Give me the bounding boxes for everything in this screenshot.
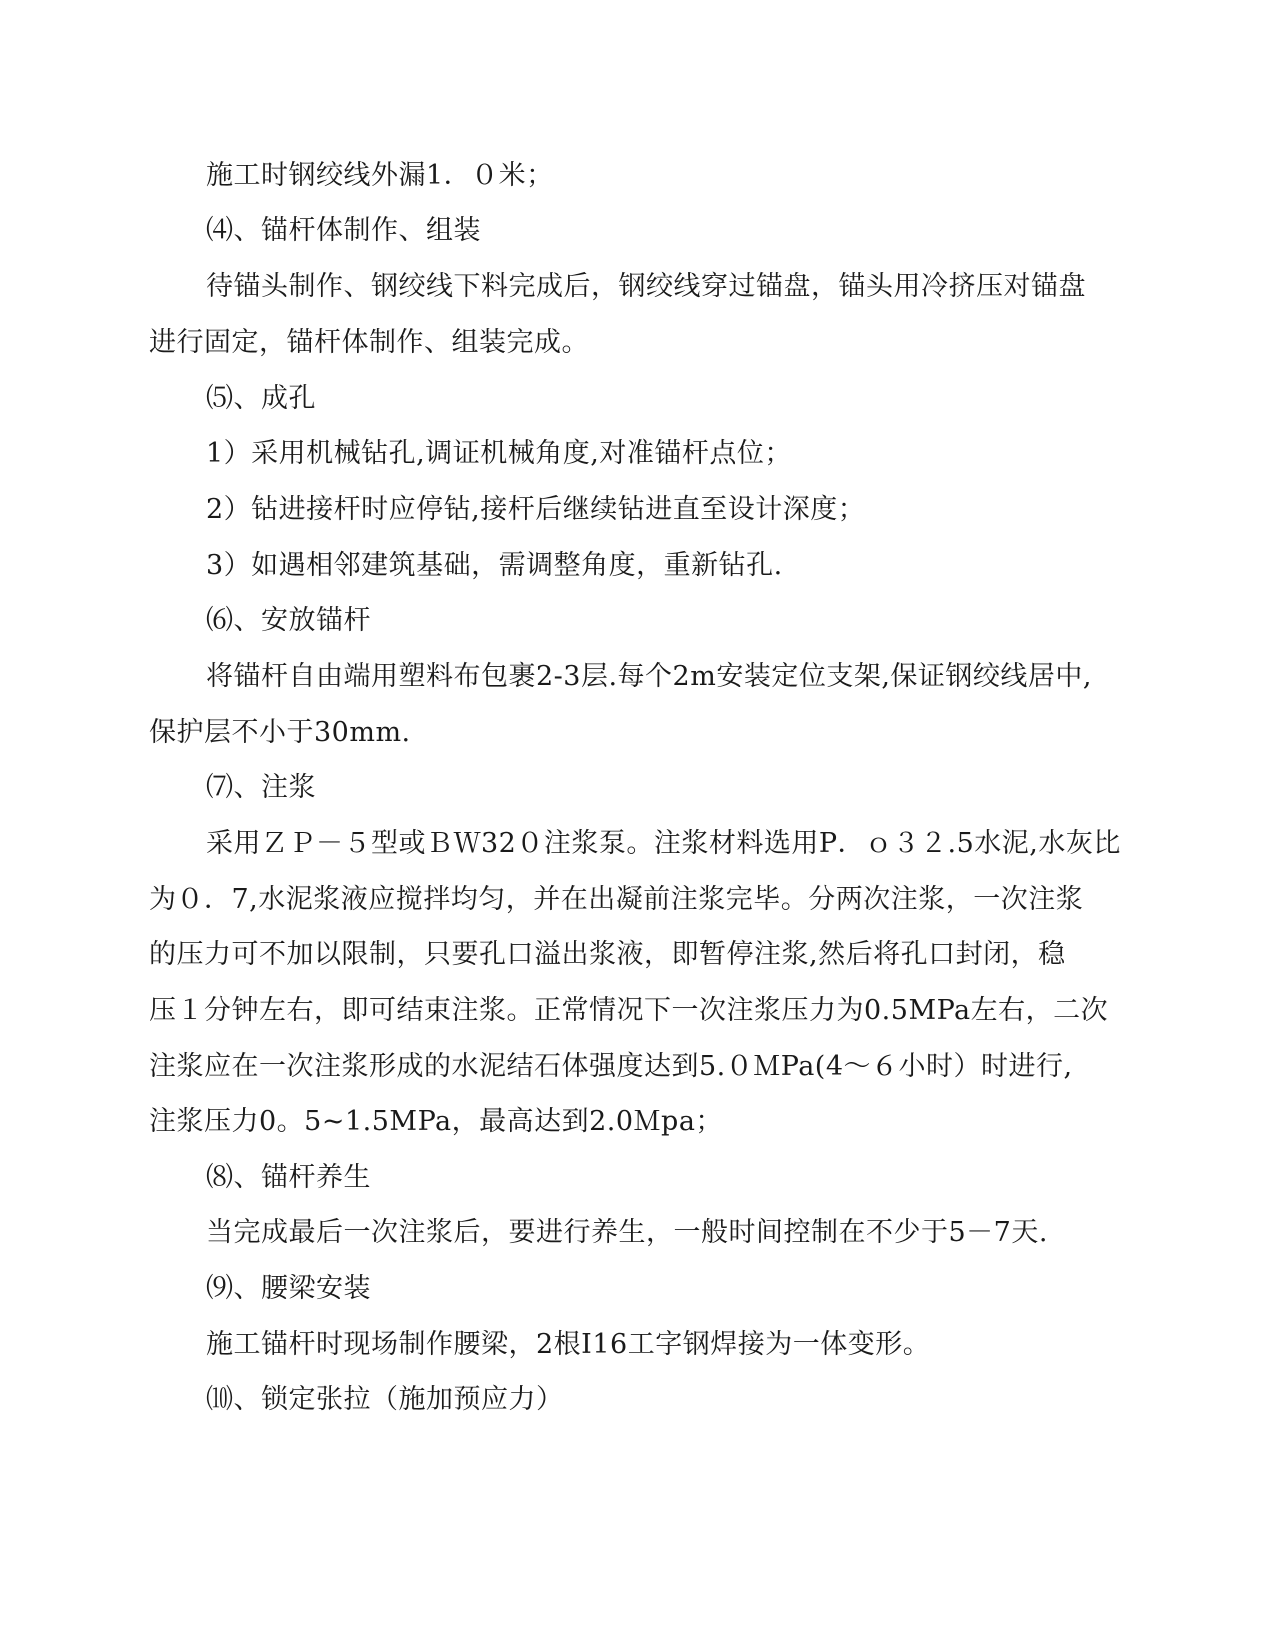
- paragraph-line: 当完成最后一次注浆后，要进行养生，一般时间控制在不少于5－7天.: [206, 1217, 1048, 1248]
- section-heading: ⑽、锁定张拉（施加预应力）: [206, 1384, 564, 1415]
- paragraph-line: 保护层不小于30mm.: [149, 717, 411, 748]
- section-heading: ⑸、成孔: [206, 383, 316, 414]
- section-heading: ⑺、注浆: [206, 772, 316, 803]
- paragraph-line: 压１分钟左右，即可结束注浆。正常情况下一次注浆压力为0.5MPa左右，二次: [149, 995, 1109, 1026]
- section-heading: ⑻、锚杆养生: [206, 1162, 371, 1193]
- paragraph-line: 采用ＺＰ－５型或ＢＷ32０注浆泵。注浆材料选用P．ｏ３２.5水泥,水灰比: [206, 828, 1121, 859]
- paragraph-line: 进行固定，锚杆体制作、组装完成。: [149, 327, 589, 358]
- section-heading: ⑷、锚杆体制作、组装: [206, 215, 481, 246]
- paragraph-line: 注浆应在一次注浆形成的水泥结石体强度达到5.０ＭPa(4～６小时）时进行,: [149, 1051, 1073, 1082]
- text-line: 施工时钢绞线外漏1．０米；: [206, 160, 554, 191]
- section-heading: ⑼、腰梁安装: [206, 1273, 371, 1304]
- paragraph-line: 施工锚杆时现场制作腰梁，2根I16工字钢焊接为一体变形。: [206, 1329, 931, 1360]
- paragraph-line: 待锚头制作、钢绞线下料完成后，钢绞线穿过锚盘，锚头用冷挤压对锚盘: [206, 271, 1086, 302]
- section-heading: ⑹、安放锚杆: [206, 605, 371, 636]
- list-item: 2）钻进接杆时应停钻,接杆后继续钻进直至设计深度；: [206, 494, 866, 525]
- paragraph-line: 为０．7,水泥浆液应搅拌均匀，并在出凝前注浆完毕。分两次注浆，一次注浆: [149, 884, 1084, 915]
- paragraph-line: 将锚杆自由端用塑料布包裹2-3层.每个2m安装定位支架,保证钢绞线居中,: [206, 661, 1093, 692]
- paragraph-line: 的压力可不加以限制，只要孔口溢出浆液，即暂停注浆,然后将孔口封闭，稳: [149, 939, 1066, 970]
- list-item: 3）如遇相邻建筑基础，需调整角度，重新钻孔.: [206, 550, 783, 581]
- list-item: 1）采用机械钻孔,调证机械角度,对准锚杆点位；: [206, 438, 792, 469]
- paragraph-line: 注浆压力0。5~1.5MPa，最高达到2.0Ｍpa；: [149, 1106, 723, 1137]
